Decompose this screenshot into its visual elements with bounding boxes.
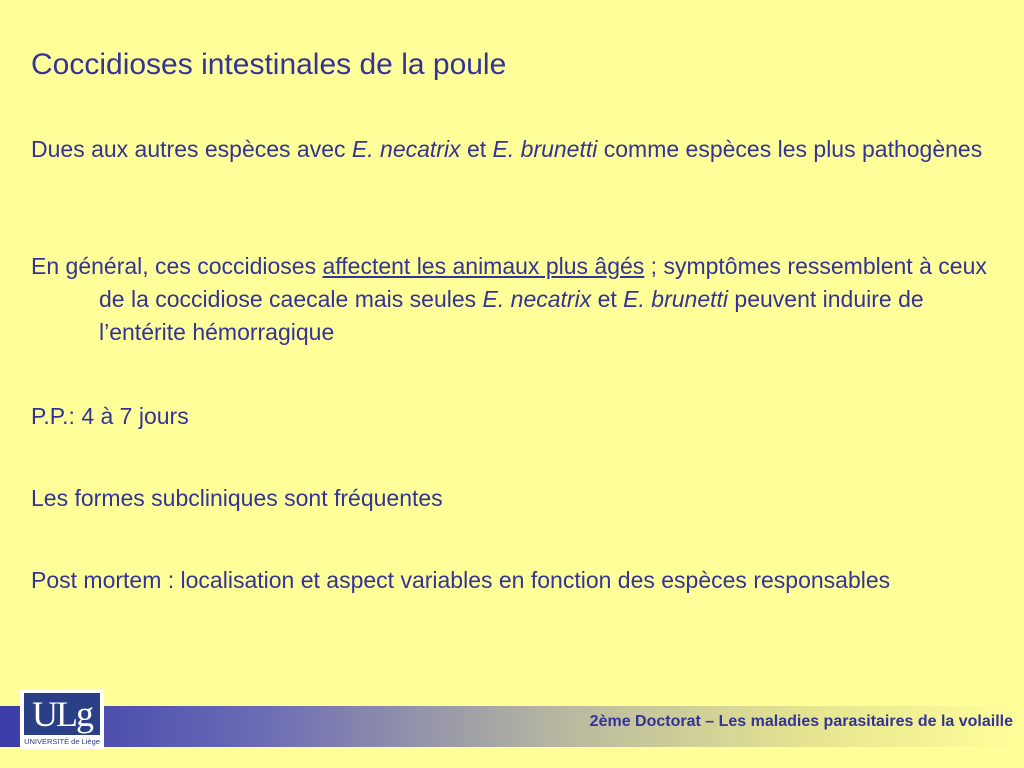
text-span: comme espèces les plus pathogènes <box>597 136 983 162</box>
logo-mark: ULg <box>24 693 100 735</box>
species-name: E. brunetti <box>492 136 598 162</box>
paragraph-subclinical: Les formes subcliniques sont fréquentes <box>31 485 443 511</box>
slide-title: Coccidioses intestinales de la poule <box>31 48 507 81</box>
species-name: E. necatrix <box>482 286 592 312</box>
footer-title: 2ème Doctorat – Les maladies parasitaires de la volaille <box>589 713 1013 730</box>
paragraph-post-mortem: Post mortem : localisation et aspect variables en fonction des espèces responsables <box>31 567 891 593</box>
text-span: et <box>591 286 624 312</box>
underlined-text: affectent les animaux plus âgés <box>322 253 645 279</box>
species-name: E. necatrix <box>351 136 461 162</box>
paragraph-species <box>31 133 991 166</box>
paragraph-general <box>31 250 991 349</box>
text-span: ; symptômes ressemblent à ceux de la coccidiose caecale mais seules <box>99 253 987 312</box>
paragraph-prepatent: P.P.: 4 à 7 jours <box>31 403 189 429</box>
text-span: peuvent induire de l’entérite hémorragique <box>99 286 924 345</box>
university-logo <box>20 689 104 749</box>
text-span: Dues aux autres espèces avec <box>31 136 352 162</box>
logo-subtext: UNIVERSITÉ de Liège <box>24 737 100 746</box>
species-name: E. brunetti <box>623 286 729 312</box>
text-span: et <box>460 136 493 162</box>
text-span: En général, ces coccidioses <box>31 253 323 279</box>
